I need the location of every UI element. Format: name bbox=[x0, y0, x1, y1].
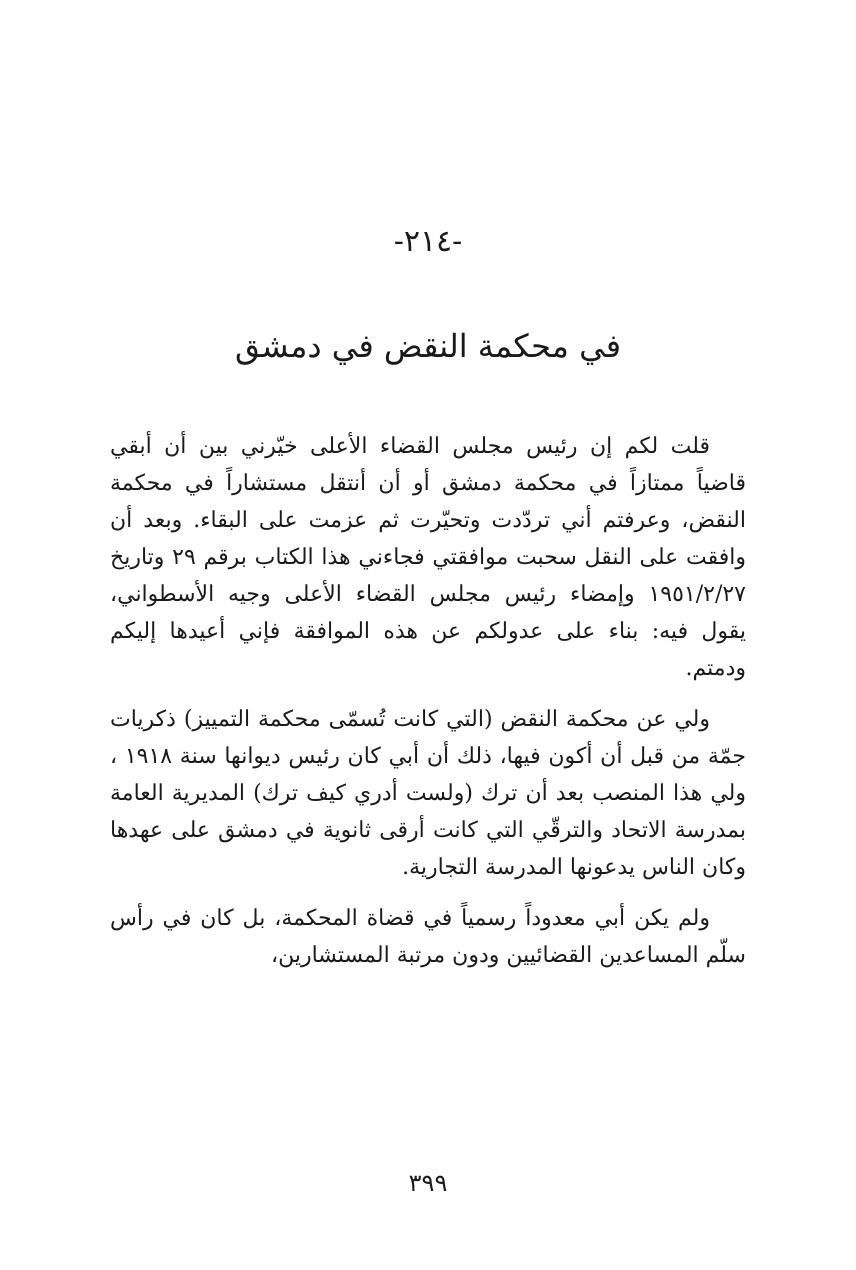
paragraph-2: ولي عن محكمة النقض (التي كانت تُسمّى محكمة التمييز) ذكريات جمّة من قبل أن أكون فيها، ذلك أن أبي كان رئيس ديوانها سنة ١٩١٨ ، ولي هذا المنصب بعد أن ترك (ولست أدري كيف ترك) المديرية العامة بمدرسة الاتحاد والترقّي التي كانت أرقى ثانوية في دمشق على عهدها وكان الناس يدعونها المدرسة التجارية. bbox=[110, 707, 747, 880]
paragraph-1: قلت لكم إن رئيس مجلس القضاء الأعلى خيّرني بين أن أبقي قاضياً ممتازاً في محكمة دمشق أو أن أنتقل مستشاراً في محكمة النقض، وعرفتم أني تردّدت وتحيّرت ثم عزمت على البقاء. وبعد أن وافقت على النقل سحبت موافقتي فجاءني هذا الكتاب برقم ٢٩ وتاريخ ١٩٥١/٢/٢٧ وإمضاء رئيس مجلس القضاء الأعلى وجيه الأسطواني، يقول فيه: بناء على عدولكم عن هذه الموافقة فإني أعيدها إليكم ودمتم. bbox=[110, 434, 746, 681]
page-number: ٣٩٩ bbox=[408, 1169, 448, 1197]
paragraph-3: ولم يكن أبي معدوداً رسمياً في قضاة المحكمة، بل كان في رأس سلّم المساعدين القضائيين ودون مرتبة المستشارين، bbox=[110, 906, 746, 968]
chapter-number: -٢١٤- bbox=[393, 224, 463, 259]
chapter-title: في محكمة النقض في دمشق bbox=[234, 327, 622, 365]
body-text bbox=[110, 428, 746, 974]
